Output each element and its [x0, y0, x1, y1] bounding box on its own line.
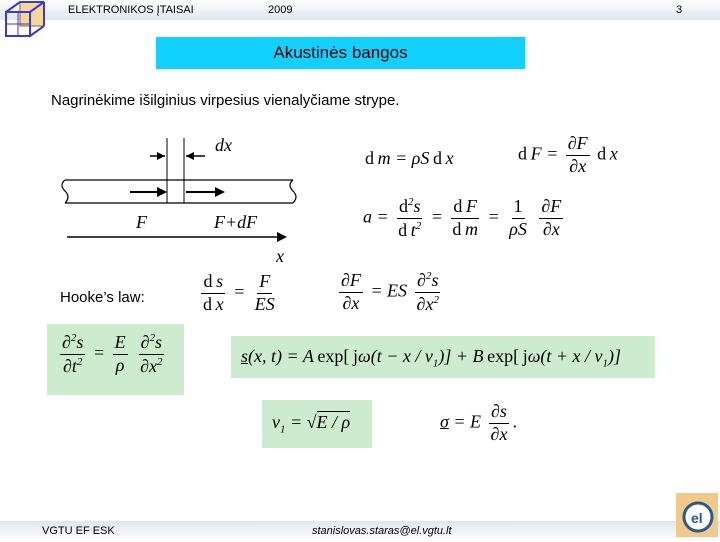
el-logo-icon: [676, 493, 718, 537]
phase-velocity-equation: $v_1 = √E / \rho$: [272, 412, 351, 436]
cube-logo-icon: [2, 0, 46, 40]
rod-diagram: [55, 130, 355, 265]
force-differential-equation: d F = $\frac{\partial F}{\partial x}$ d x: [518, 133, 618, 176]
general-solution-equation: s(x, t) = A exp[ $j\omega(t - x / v_1)] + B$ exp[ $j\omega(t + x / v_1)$]: [241, 346, 622, 370]
footer-email: stanislovas.staras@el.vgtu.lt: [312, 525, 452, 537]
wave-equation: $\frac{\partial^2s}{\partial t^2}$ = $\frac{E}{\rho}$ $\frac{\partial^2s}{\partial x^2}$: [62, 332, 163, 376]
force-gradient-equation: $\frac{\partial F}{\partial x}$ = ES $\frac{\partial^2s}{\partial x^2}$: [341, 270, 439, 314]
svg-text:el: el: [691, 510, 703, 526]
slide-title: Akustinės bangos: [156, 37, 525, 69]
acceleration-equation: a = $\frac{d^2s}{d t^2}$ = $\frac{\text{d F}}{\text{d m}}$ = $\frac{1}{\rho S}$ $\frac{\partial F}{\partial x}$: [363, 196, 562, 240]
force-F-label: F: [136, 212, 147, 232]
intro-text: Nagrinėkime išilginius virpesius vienalyčiame strype.: [51, 92, 400, 109]
page-number: 3: [676, 4, 683, 16]
course-name: ELEKTRONIKOS ĮTAISAI: [68, 4, 194, 16]
force-F-plus-dF-label: F+dF: [214, 212, 258, 232]
year: 2009: [268, 4, 293, 16]
mass-element-equation: d m = ρS d x: [365, 148, 454, 168]
hooke-law-equation: $\frac{\text{d s}}{\text{d x}}$ = $\frac{F}{ES}$: [203, 271, 275, 314]
stress-equation: σ = E $\frac{\partial s}{\partial x}$ .: [440, 401, 517, 444]
footer-institution: VGTU EF ESK: [42, 525, 115, 537]
hooke-law-label: Hooke’s law:: [60, 289, 145, 306]
x-axis-label: x: [276, 246, 284, 266]
dx-label: dx: [215, 135, 232, 155]
